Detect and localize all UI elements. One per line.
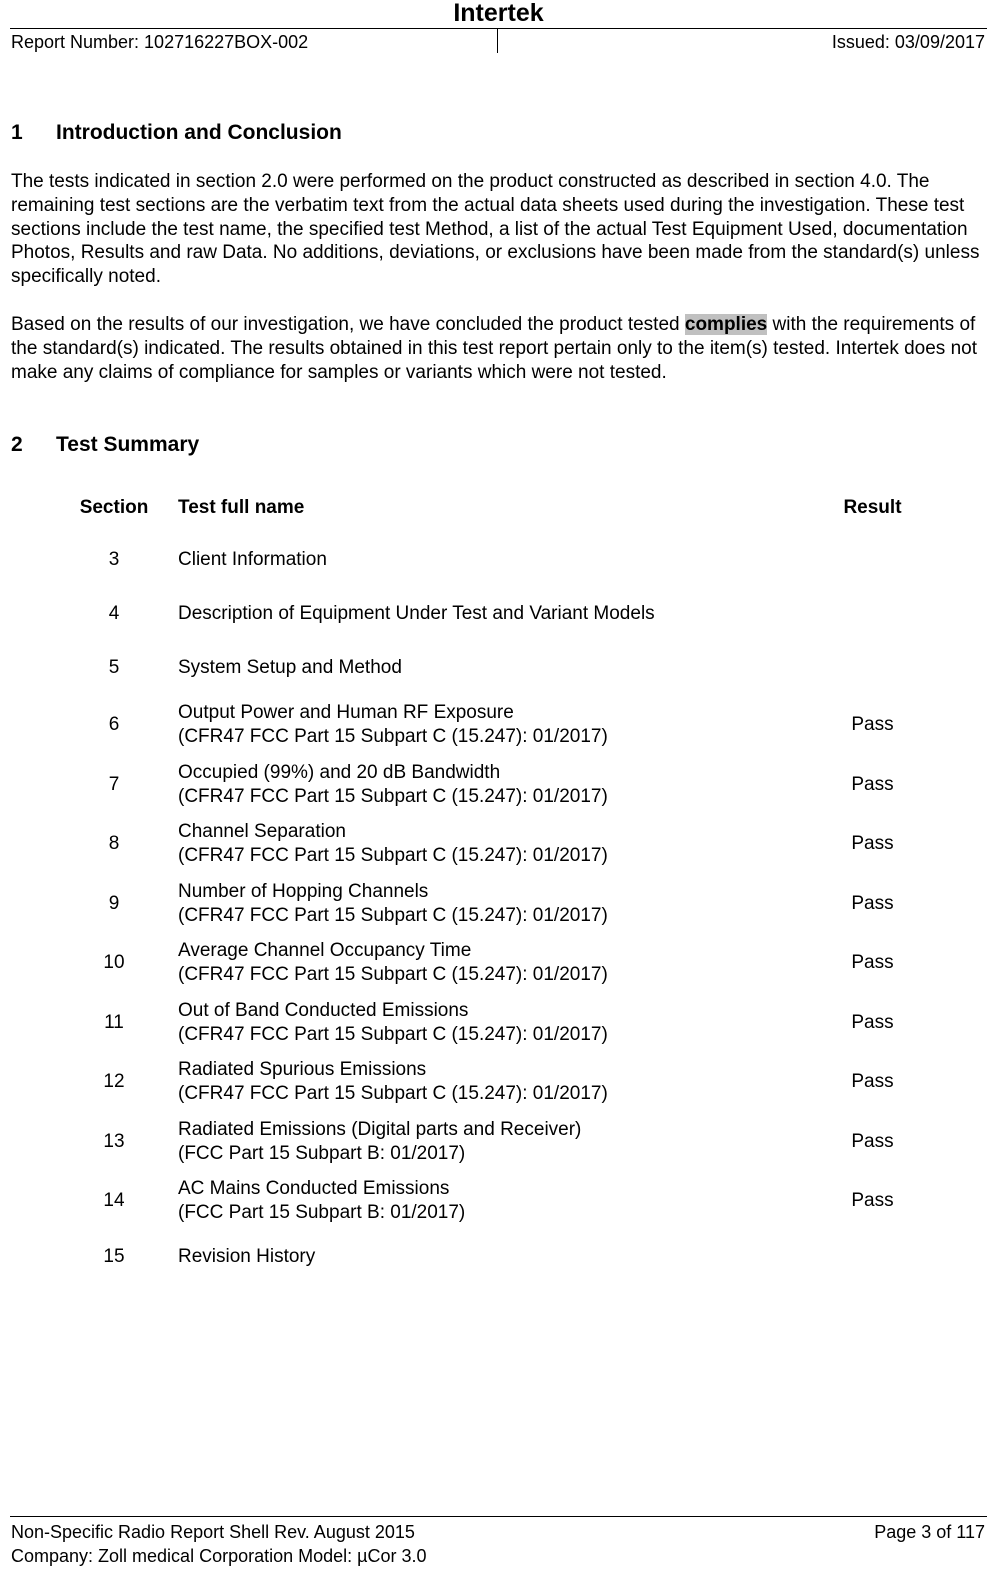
section-1-title: Introduction and Conclusion [56,121,342,144]
conclusion-text-before: Based on the results of our investigation, we have concluded the product tested [11,314,685,335]
row-test-name: Client Information [178,549,327,570]
row-section-number: 13 [103,1131,125,1152]
row-result: Pass [851,714,894,735]
report-number: Report Number: 102716227BOX-002 [11,32,309,52]
row-test-standard: (CFR47 FCC Part 15 Subpart C (15.247): 01/2017) [178,726,608,747]
row-test-name: Radiated Spurious Emissions [178,1059,427,1080]
column-header-name: Test full name [178,497,305,518]
row-test-standard: (CFR47 FCC Part 15 Subpart C (15.247): 01/2017) [178,964,608,985]
row-result: Pass [851,1012,894,1033]
footer-shell-revision: Non-Specific Radio Report Shell Rev. August 2015 [11,1522,415,1542]
row-test-standard: (FCC Part 15 Subpart B: 01/2017) [178,1202,466,1223]
section-1-number: 1 [11,121,23,144]
row-result: Pass [851,952,894,973]
conclusion-paragraph [11,313,989,384]
header-divider [497,29,498,53]
column-header-result: Result [843,497,902,518]
row-test-name: AC Mains Conducted Emissions [178,1178,450,1199]
section-1-heading [11,121,342,145]
intro-paragraph: The tests indicated in section 2.0 were performed on the product constructed as described in section 4.0. The remaining test sections are the verbatim text from the actual data sheets used during the investigation. These test sections include the test name, the specified test Method, a list of the actual Test Equipment Used, documentation Photos, Results and raw Data. No additions, deviations, or exclusions have been made from the standard(s) unless specifically noted. [11,171,980,288]
row-section-number: 5 [108,657,120,678]
row-section-number: 7 [108,774,120,795]
row-section-number: 11 [104,1012,124,1033]
row-result: Pass [851,1190,894,1211]
row-test-name: Out of Band Conducted Emissions [178,1000,469,1021]
row-test-standard: (CFR47 FCC Part 15 Subpart C (15.247): 01/2017) [178,845,608,866]
row-test-name: Radiated Emissions (Digital parts and Receiver) [178,1119,582,1140]
footer-page-number: Page 3 of 117 [874,1522,985,1542]
row-test-standard: (FCC Part 15 Subpart B: 01/2017) [178,1143,466,1164]
section-2-heading [11,433,199,457]
issued-date: Issued: 03/09/2017 [831,32,985,52]
section-2-title: Test Summary [56,433,200,456]
row-section-number: 14 [103,1190,125,1211]
column-header-section: Section [79,497,149,518]
row-test-name: Description of Equipment Under Test and Variant Models [178,603,655,624]
row-test-name: Occupied (99%) and 20 dB Bandwidth [178,762,501,783]
footer-company: Company: Zoll medical Corporation Model: µCor 3.0 [11,1546,427,1566]
header-brand: Intertek [453,0,544,27]
row-test-standard: (CFR47 FCC Part 15 Subpart C (15.247): 01/2017) [178,905,608,926]
row-result: Pass [851,833,894,854]
row-section-number: 3 [108,549,120,570]
row-section-number: 10 [103,952,125,973]
row-test-standard: (CFR47 FCC Part 15 Subpart C (15.247): 01/2017) [178,786,608,807]
row-test-standard: (CFR47 FCC Part 15 Subpart C (15.247): 01/2017) [178,1083,608,1104]
row-test-name: System Setup and Method [178,657,402,678]
row-section-number: 12 [103,1071,125,1092]
row-section-number: 9 [108,893,120,914]
section-2-number: 2 [11,433,23,456]
footer-rule [10,1516,987,1517]
row-result: Pass [851,1071,894,1092]
row-section-number: 8 [108,833,120,854]
row-test-name: Channel Separation [178,821,346,842]
row-section-number: 6 [108,714,120,735]
row-test-name: Average Channel Occupancy Time [178,940,472,961]
conclusion-text-after: with the requirements of the standard(s) indicated. The results obtained in this test report pertain only to the item(s) tested. Intertek does not make any claims of compliance for samples or variants which were not tested. [11,314,978,383]
row-test-name: Output Power and Human RF Exposure [178,702,514,723]
row-result: Pass [851,1131,894,1152]
header-rule [10,28,987,29]
row-test-standard: (CFR47 FCC Part 15 Subpart C (15.247): 01/2017) [178,1024,608,1045]
row-test-name: Revision History [178,1246,316,1267]
row-section-number: 4 [108,603,120,624]
row-result: Pass [851,774,894,795]
row-test-name: Number of Hopping Channels [178,881,429,902]
row-result: Pass [851,893,894,914]
row-section-number: 15 [103,1246,125,1267]
complies-highlight: complies [684,314,768,335]
